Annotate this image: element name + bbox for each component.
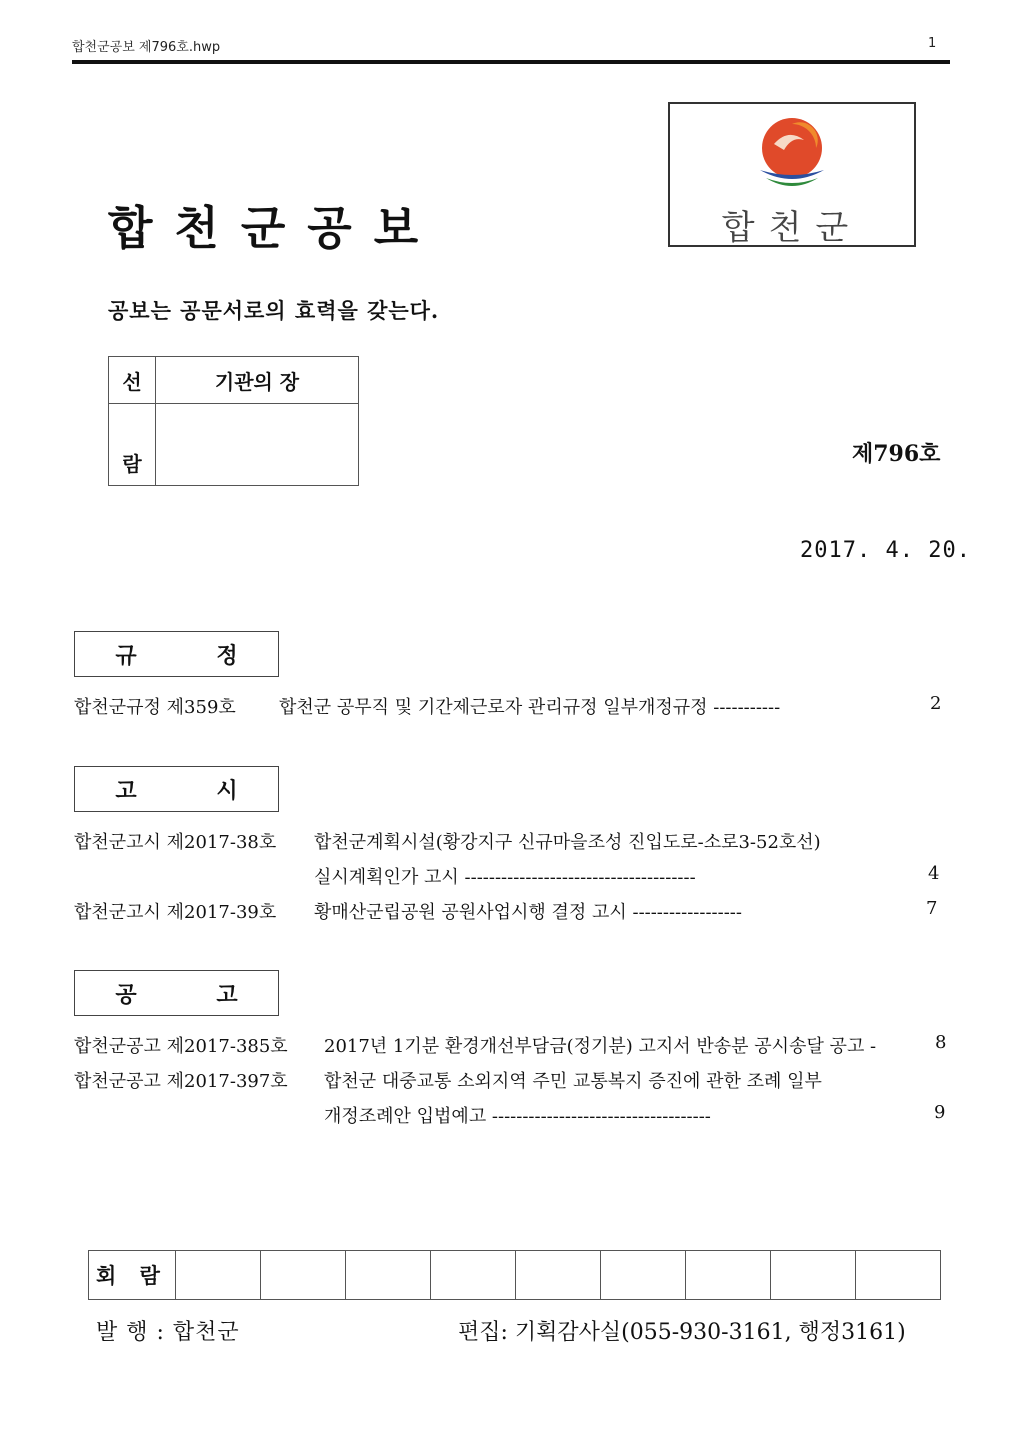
section-regulations-header [74,631,279,677]
header-rule [72,60,950,64]
issue-number: 제796호 [852,441,941,467]
entry-text: 2017년 1기분 환경개선부담금(정기분) 고지서 반송분 공시송달 공고 - [324,1036,877,1057]
sign-cell [346,1251,431,1300]
list-item[interactable] [74,898,742,924]
entry-text-continued: 개정조례안 입법예고 ------------------------------------ [324,1106,711,1127]
review-signature-cell [156,404,359,486]
publisher: 발 행 : 합천군 [96,1320,240,1345]
file-name: 합천군공보 제796호.hwp [72,40,221,55]
entry-page: 4 [928,863,940,884]
emblem-wave-green [766,178,818,186]
entry-page: 7 [926,898,938,919]
logo-text: 합천군 [721,208,863,248]
entry-text: 합천군계획시설(황강지구 신규마을조성 진입도로-소로3-52호선) [314,832,821,853]
page-number: 1 [928,36,937,51]
issue-date: 2017. 4. 20. [800,538,971,563]
sign-cell [686,1251,771,1300]
review-box [108,356,359,486]
entry-page: 2 [930,693,942,714]
entry-code: 합천군고시 제2017-38호 [74,832,277,853]
entry-code: 합천군규정 제359호 [74,697,236,718]
list-item[interactable] [74,1067,822,1093]
section-title: 고 시 [115,778,274,804]
emblem-sun [762,118,822,178]
page-title: 합천군공보 [108,201,441,255]
entry-text: 황매산군립공원 공원사업시행 결정 고시 ------------------ [314,902,742,923]
entry-text: 합천군 대중교통 소외지역 주민 교통복지 증진에 관한 조례 일부 [324,1071,822,1092]
list-item[interactable] [74,828,821,854]
circulation-table [88,1250,941,1300]
sign-cell [601,1251,686,1300]
list-item[interactable] [74,693,780,719]
list-item[interactable] [74,1032,876,1058]
section-announcements-header [74,970,279,1016]
entry-code: 합천군공고 제2017-385호 [74,1036,288,1057]
section-notices-header [74,766,279,812]
sign-cell [431,1251,516,1300]
section-title: 규 정 [115,643,274,669]
sign-cell [856,1251,941,1300]
review-label-top: 선 [109,357,156,404]
entry-page: 9 [934,1102,946,1123]
entry-code: 합천군고시 제2017-39호 [74,902,277,923]
sign-cell [261,1251,346,1300]
sign-cell [771,1251,856,1300]
sign-cell [516,1251,601,1300]
motto: 공보는 공문서로의 효력을 갖는다. [108,298,440,323]
entry-code: 합천군공고 제2017-397호 [74,1071,288,1092]
entry-text: 합천군 공무직 및 기간제근로자 관리규정 일부개정규정 ----------- [279,697,781,718]
section-title: 공 고 [115,982,274,1008]
entry-page: 8 [935,1032,947,1053]
entry-text-continued: 실시계획인가 고시 -------------------------------------- [314,867,696,888]
review-label-bottom: 람 [109,404,156,486]
review-header: 기관의 장 [156,357,359,404]
circulation-label: 회 람 [89,1251,176,1300]
county-logo [668,102,916,247]
editor-contact: 편집: 기획감사실(055-930-3161, 행정3161) [458,1320,906,1345]
county-emblem-icon [752,114,832,196]
sign-cell [176,1251,261,1300]
